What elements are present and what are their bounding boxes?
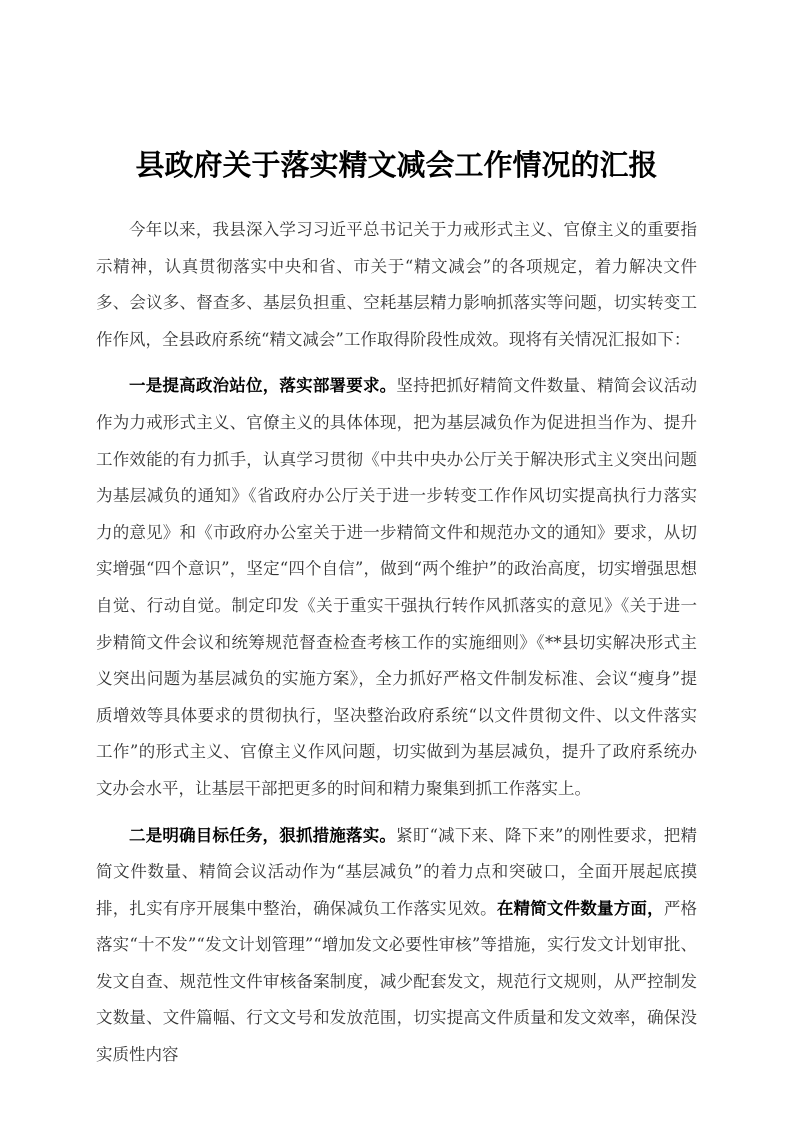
- text-run: 在精简文件数量方面，: [496, 898, 664, 918]
- text-run: 坚持把抓好精简文件数量、精简会议活动作为力戒形式主义、官僚主义的具体体现，把为基层减负作为促进担当作为、提升工作效能的有力抓手，认真学习贯彻《中共中央办公厅关于解决形式主义突出问题为基层减负的通知》《省政府办公厅关于进一步转变工作作风切实提高执行力落实力的意见》和《市政府办公室关于进一步精简文件和规范办文的通知》要求，从切实增强“四个意识”，坚定“四个自信”，做到“两个维护”的政治高度，切实增强思想自觉、行动自觉。制定印发《关于重实干强执行转作风抓落实的意见》《关于进一步精简文件会议和统筹规范督查检查考核工作的实施细则》《**县切实解决形式主义突出问题为基层减负的实施方案》，全力抓好严格文件制发标准、会议“瘦身”提质增效等具体要求的贯彻执行，坚决整治政府系统“以文件贯彻文件、以文件落实工作”的形式主义、官僚主义作风问题，切实做到为基层减负，提升了政府系统办文办会水平，让基层干部把更多的时间和精力聚集到抓工作落实上。: [96, 376, 698, 798]
- paragraph: [96, 818, 697, 1074]
- document-title: 县政府关于落实精文减会工作情况的汇报: [135, 148, 658, 182]
- paragraph: [96, 212, 697, 358]
- paragraph: [96, 368, 697, 807]
- text-run: 一是提高政治站位，落实部署要求。: [129, 376, 397, 396]
- text-run: 紧盯“减下来、降下来”的刚性要求，把精简文件数量、精简会议活动作为“基层减负”的着力点和突破口，全面开展起底摸排，扎实有序开展集中整治，确保减负工作落实见效。: [96, 825, 698, 918]
- text-run: 二是明确目标任务，狠抓措施落实。: [129, 825, 397, 845]
- text-run: 严格落实“十不发”“发文计划管理”“增加发文必要性审核”等措施，实行发文计划审批、发文自查、规范性文件审核备案制度，减少配套发文，规范行文规则，从严控制发文数量、文件篇幅、行文文号和发放范围，切实提高文件质量和发文效率，确保没实质性内容: [96, 898, 698, 1065]
- document-body: [96, 212, 697, 1074]
- text-run: 今年以来，我县深入学习习近平总书记关于力戒形式主义、官僚主义的重要指示精神，认真贯彻落实中央和省、市关于“精文减会”的各项规定，着力解决文件多、会议多、督查多、基层负担重、空耗基层精力影响抓落实等问题，切实转变工作作风，全县政府系统“精文减会”工作取得阶段性成效。现将有关情况汇报如下：: [96, 220, 697, 349]
